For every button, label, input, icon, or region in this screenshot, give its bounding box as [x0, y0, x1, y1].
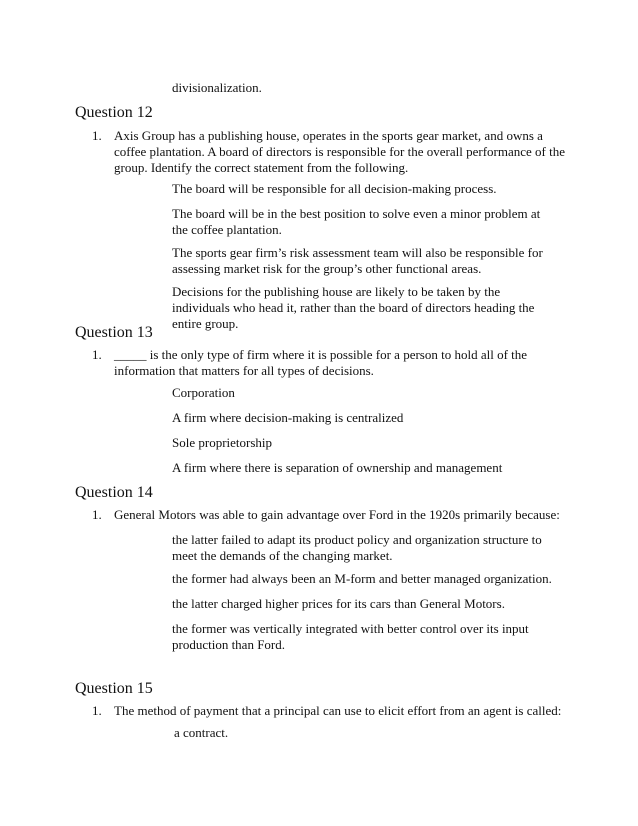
question-number: 1. [92, 347, 102, 362]
question-number: 1. [92, 507, 102, 522]
question-number: 1. [92, 128, 102, 143]
question-text: The method of payment that a principal can use to elicit effort from an agent is called: [114, 703, 562, 718]
question-text: General Motors was able to gain advantage over Ford in the 1920s primarily because: [114, 507, 560, 522]
question-12-option-2: The board will be in the best position to solve even a minor problem at the coffee plantation. [172, 206, 541, 237]
question-number: 1. [92, 703, 102, 718]
question-15-option-1: a contract. [174, 725, 229, 740]
question-15-stem [92, 703, 572, 719]
question-12-stem [92, 128, 572, 176]
question-13-option-4: A firm where there is separation of ownership and management [172, 460, 503, 475]
question-14-option-1: the latter failed to adapt its product policy and organization structure to meet the demands of the changing market. [172, 532, 542, 563]
question-14-option-4: the former was vertically integrated with better control over its input production than Ford. [172, 621, 529, 652]
question-12-heading: Question 12 [75, 104, 153, 121]
question-13-option-1: Corporation [172, 385, 235, 400]
question-12-option-4: Decisions for the publishing house are likely to be taken by the individuals who head it, rather than the board of directors heading the entire group. [172, 284, 535, 331]
carry-over-option: divisionalization. [172, 80, 262, 95]
question-13-option-3: Sole proprietorship [172, 435, 273, 450]
question-12-option-1: The board will be responsible for all decision-making process. [172, 181, 497, 196]
question-14-option-3: the latter charged higher prices for its cars than General Motors. [172, 596, 505, 611]
question-13-heading: Question 13 [75, 324, 153, 341]
question-14-heading: Question 14 [75, 484, 153, 501]
question-12-option-3: The sports gear firm’s risk assessment team will also be responsible for assessing market risk for the group’s other functional areas. [172, 245, 543, 276]
question-15-heading: Question 15 [75, 680, 153, 697]
question-13-stem [92, 347, 572, 379]
question-text: _____ is the only type of firm where it is possible for a person to hold all of the information that matters for all types of decisions. [114, 347, 528, 378]
question-13-option-2: A firm where decision-making is centralized [172, 410, 404, 425]
question-14-option-2: the former had always been an M-form and better managed organization. [172, 571, 552, 586]
question-14-stem [92, 507, 572, 523]
question-text: Axis Group has a publishing house, operates in the sports gear market, and owns a coffee plantation. A board of directors is responsible for the overall performance of the group. Identify the correct statement from the following. [114, 128, 565, 175]
